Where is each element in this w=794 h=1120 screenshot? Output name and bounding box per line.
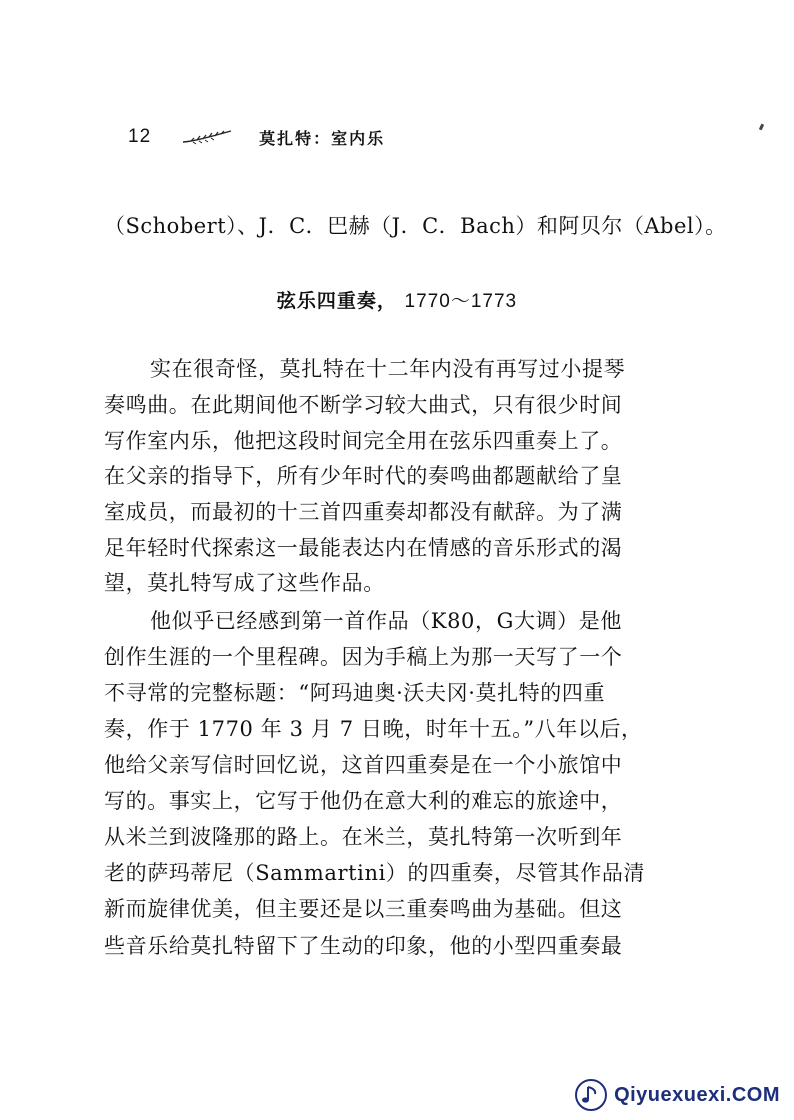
watermark-text: Qiyuexuexi.COM bbox=[614, 1083, 780, 1106]
section-heading bbox=[0, 286, 794, 313]
scan-speck bbox=[759, 124, 764, 131]
paragraph-line: 实在很奇怪，莫扎特在十二年内没有再写过小提琴 bbox=[150, 357, 626, 381]
paragraph-line: 写的。事实上，它写于他仍在意大利的难忘的旅途中， bbox=[104, 789, 623, 813]
paragraph-line: 他给父亲写信时回忆说，这首四重奏是在一个小旅馆中 bbox=[104, 753, 623, 777]
paragraph-line: 不寻常的完整标题：“阿玛迪奥·沃夫冈·莫扎特的四重 bbox=[104, 681, 606, 705]
music-note-logo-icon bbox=[574, 1078, 608, 1112]
section-title: 弦乐四重奏， bbox=[276, 290, 397, 312]
paragraph-line: 他似乎已经感到第一首作品（K80，G大调）是他 bbox=[150, 609, 622, 633]
page-number: 12 bbox=[128, 126, 152, 147]
paragraph-line: 在父亲的指导下，所有少年时代的奏鸣曲都题献给了皇 bbox=[104, 464, 623, 488]
running-header bbox=[128, 122, 385, 152]
paragraph-line: 室成员，而最初的十三首四重奏却都没有献辞。为了满 bbox=[104, 500, 623, 524]
section-range: 1770～1773 bbox=[404, 291, 518, 312]
site-watermark bbox=[574, 1078, 780, 1112]
paragraph-line: 奏鸣曲。在此期间他不断学习较大曲式，只有很少时间 bbox=[104, 393, 623, 417]
running-title: 莫扎特：室内乐 bbox=[259, 128, 386, 148]
paragraph-line: 从米兰到波隆那的路上。在米兰，莫扎特第一次听到年 bbox=[104, 825, 623, 849]
paragraph-line: 奏，作于 1770 年 3 月 7 日晚，时年十五。”八年以后， bbox=[104, 717, 643, 741]
paragraph-line: 足年轻时代探索这一最能表达内在情感的音乐形式的渴 bbox=[104, 536, 623, 560]
paragraph-line: 写作室内乐，他把这段时间完全用在弦乐四重奏上了。 bbox=[104, 429, 623, 453]
paragraph-line: 些音乐给莫扎特留下了生动的印象，他的小型四重奏最 bbox=[104, 934, 623, 958]
paragraph-line: 创作生涯的一个里程碑。因为手稿上为那一天写了一个 bbox=[104, 645, 623, 669]
paragraph-line: 望，莫扎特写成了这些作品。 bbox=[104, 571, 385, 595]
paragraph-line: 老的萨玛蒂尼（Sammartini）的四重奏，尽管其作品清 bbox=[104, 861, 646, 885]
intro-line: （Schobert）、J．C．巴赫（J．C．Bach）和阿贝尔（Abel）。 bbox=[104, 214, 727, 238]
feather-ornament-icon bbox=[181, 129, 233, 145]
paragraph-line: 新而旋律优美，但主要还是以三重奏鸣曲为基础。但这 bbox=[104, 897, 623, 921]
